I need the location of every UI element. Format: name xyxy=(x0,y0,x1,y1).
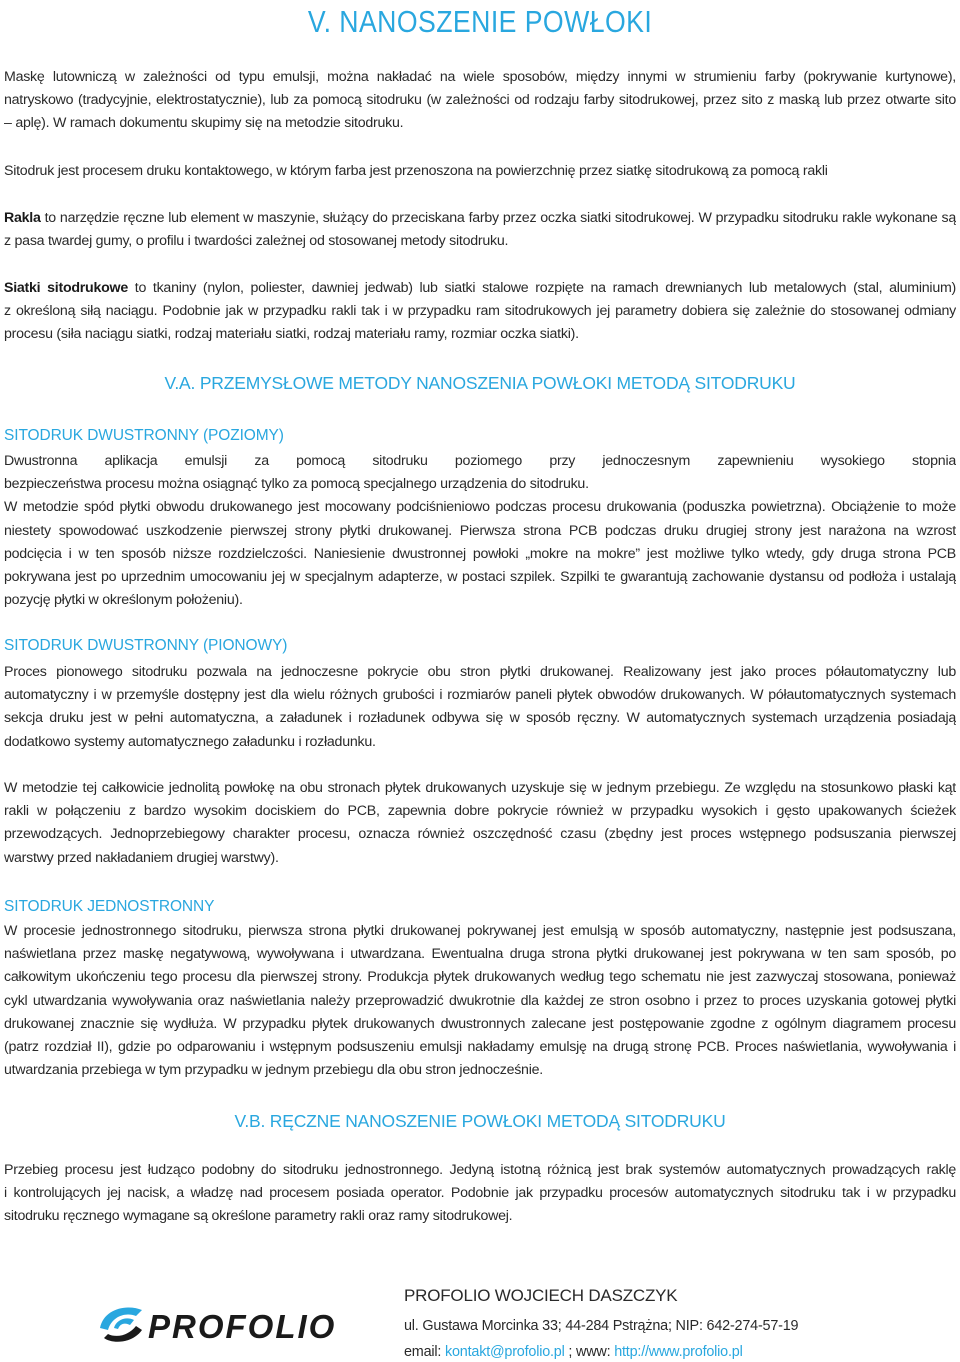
text-line: procesu (siła naciągu siatki, rodzaj materiału siatki, rodzaj materiału ramy, rozmiar oczka siatki). xyxy=(4,326,579,343)
term-rakla: Rakla xyxy=(4,210,41,226)
text-line: Przebieg procesu jest łudząco podobny do sitodruku jednostronnego. Jedyną istotną różnicą jest brak systemów automatycznych prowadzących raklę xyxy=(4,1162,956,1178)
text-line: całkowitym ukończeniu tego procesu dla pierwszej strony. Produkcja płytek drukowanych według tego schematu nie jest zazwyczaj stosowana, ponieważ xyxy=(4,969,956,986)
pionowy-paragraph-2 xyxy=(4,777,956,870)
text-line: naświetlana przez maskę negatywową, wywoływana i utwardzana. Ewentualna druga strona płytki drukowanej jest pokrywana w ten sam sposób, po xyxy=(4,946,956,963)
intro-paragraph xyxy=(4,66,956,136)
text-line: automatyczny i w przemyśle dostępny jest dla wielu różnych grubości i rozmiarów paneli płytek obwodów drukowanych. W półautomatycznych systemach xyxy=(4,687,956,704)
term-siatki: Siatki sitodrukowe xyxy=(4,280,128,296)
text-line: sekcja druku jest w pełni automatyczna, a załadunek i rozładunek odbywa się w sposób ręczny. W automatycznych systemach urządzenia posiadają xyxy=(4,710,956,727)
text-line: przewodzących. Jednoprzebiegowy charakter procesu, oznacza również oszczędność czasu (zbędny jest proces wstępnego podsuszania pierwszej xyxy=(4,826,956,843)
text-line: sitodruku ręcznego wymagane są określone parametry rakli oraz ramy sitodrukowej. xyxy=(4,1208,513,1225)
sub-heading-poziomy: SITODRUK DWUSTRONNY (POZIOMY) xyxy=(4,427,284,444)
sub-heading-jednostronny: SITODRUK JEDNOSTRONNY xyxy=(4,898,215,915)
text-line: pokrywana jest po uprzednim umocowaniu jej w specjalnym adapterze, w postaci szpilek. Szpilki te gwarantują zachowanie dystansu od podłoża i ustalają xyxy=(4,568,956,585)
text-line: Maskę lutowniczą w zależności od typu emulsji, można nakładać na wiele sposobów, między innymi w strumieniu farby (pokrywanie kurtynowe), xyxy=(4,69,956,85)
section-b-paragraph xyxy=(4,1159,956,1229)
text-line: Siatki sitodrukowe to tkaniny (nylon, poliester, dawniej jedwab) lub siatki stalowe rozpięte na ramach drewnianych lub metalowych (stal, aluminium) xyxy=(4,280,956,296)
text-line: Rakla to narzędzie ręczne lub element w maszynie, służący do przeciskana farby przez oczka siatki sitodrukowej. W przypadku sitodruku rakle wykonane są xyxy=(4,210,956,226)
sitodruk-definition xyxy=(4,160,956,183)
text-line: podcięcia i w ten sposób niższe rozdzielczości. Naniesienie dwustronnej powłoki „mokre na mokre” jest możliwe tylko wtedy, gdy druga strona PCB xyxy=(4,545,956,562)
text-line: utwardzania przebiega w tym przypadku w jednym przebiegu dla obu stron jednocześnie. xyxy=(4,1062,543,1079)
logo-mark-icon xyxy=(100,1307,142,1341)
text-line: i kontrolujących jej nacisk, a władzę nad procesem posiada operator. Podobnie jak przypadku procesów automatycznych sitodruku tak i w przypadku xyxy=(4,1185,956,1202)
text-line: W metodzie spód płytki obwodu drukowanego jest mocowany podciśnieniowo podczas procesu drukowania (poduszka powietrzna). Obciążenie to może xyxy=(4,499,956,516)
text-line: Sitodruk jest procesem druku kontaktowego, w którym farba jest przenoszona na powierzchnię przez siatkę sitodrukową za pomocą rakli xyxy=(4,163,828,179)
text-line: Dwustronna aplikacja emulsji za pomocą sitodruku poziomego przy jednoczesnym zapewnieniu wysokiego stopnia xyxy=(4,453,956,469)
jednostronny-paragraph xyxy=(4,920,956,1082)
contact-line: email: kontakt@profolio.pl ; www: http://www.profolio.pl xyxy=(404,1344,743,1360)
section-a-heading: V.A. PRZEMYSŁOWE METODY NANOSZENIA POWŁOKI METODĄ SITODRUKU xyxy=(164,373,796,393)
text-line: W procesie jednostronnego sitodruku, pierwsza strona płytki drukowanej pokrywanej jest emulsją w sposób automatyczny, następnie jest podsuszana, xyxy=(4,923,956,939)
text-line: dodatkowo systemy automatycznego załadunku i rozładunku. xyxy=(4,733,376,750)
text-line: z określoną siłą naciągu. Podobnie jak w przypadku rakli tak i w przypadku ram sitodrukowych jej parametry dobiera się zależnie do stosowanej odmiany xyxy=(4,303,956,320)
company-name: PROFOLIO WOJCIECH DASZCZYK xyxy=(404,1286,678,1305)
profolio-logo xyxy=(98,1298,370,1348)
text-line: pozycję płytki w określonym położeniu). xyxy=(4,592,243,609)
section-b-heading: V.B. RĘCZNE NANOSZENIE POWŁOKI METODĄ SITODRUKU xyxy=(234,1111,726,1131)
text-line: z pasa twardej gumy, o profilu i twardości zależnej od stosowanej metody sitodruku. xyxy=(4,233,509,250)
text-line: niestety spowodować uszkodzenie pierwszej strony płytki drukowanej. Pierwsza strona PCB podczas druku drugiej strony jest narażona na wzrost xyxy=(4,522,956,539)
text-line: – aplę). W ramach dokumentu skupimy się na metodzie sitodruku. xyxy=(4,115,404,132)
pionowy-paragraph-1 xyxy=(4,661,956,754)
svg-text:PROFOLIO: PROFOLIO xyxy=(148,1308,337,1345)
company-address: ul. Gustawa Morcinka 33; 44-284 Pstrążna; NIP: 642-274-57-19 xyxy=(404,1318,799,1334)
text-line: Proces pionowego sitodruku pozwala na jednoczesne pokrycie obu stron płytki drukowanej. Realizowany jest jako proces półautomatyczny lub xyxy=(4,664,956,680)
siatki-paragraph xyxy=(4,277,956,347)
sub-heading-pionowy: SITODRUK DWUSTRONNY (PIONOWY) xyxy=(4,637,288,654)
website-link[interactable]: http://www.profolio.pl xyxy=(614,1344,743,1360)
text-line: W metodzie tej całkowicie jednolitą powłokę na obu stronach płytek drukowanych uzyskuje się w jednym przebiegu. Ze względu na stosunkowo płaski kąt xyxy=(4,780,956,796)
rakla-paragraph xyxy=(4,207,956,253)
text-line: (patrz rozdział II), gdzie po odparowaniu i wstępnym podsuszeniu emulsji nakładamy emulsję na drugą stronę PCB. Proces naświetlania, wywoływania i xyxy=(4,1038,956,1055)
text-line: drukowanej znacznie się wydłuża. W przypadku płytek drukowanych dwustronnych zalecane jest postępowanie zgodne z ogólnym diagramem procesu xyxy=(4,1015,956,1032)
text-line: bezpieczeństwa procesu można osiągnąć tylko za pomocą specjalnego urządzenia do sitodruku. xyxy=(4,476,589,493)
email-link[interactable]: kontakt@profolio.pl xyxy=(445,1344,565,1360)
text-line: natryskowo (tradycyjnie, elektrostatycznie), lub za pomocą sitodruku (w zależności od rodzaju farby sitodrukowej, przez sito z maską lub przez otwarte sito xyxy=(4,92,956,109)
text-line: rakli w połączeniu z bardzo wysokim dociskiem do PCB, zapewnia dobre pokrycie również w przypadku wysokich i gęsto upakowanych ścieżek xyxy=(4,803,956,820)
text-line: cykl utwardzania wywoływania oraz naświetlania należy przeprowadzić dwukrotnie dla każdej ze stron osobno i przez to proces uzyskania gotowej płytki xyxy=(4,992,956,1009)
page-title: V. NANOSZENIE POWŁOKI xyxy=(307,4,653,39)
poziomy-paragraph xyxy=(4,450,956,612)
footer-contact xyxy=(404,1283,944,1362)
text-line: warstwy przed nakładaniem drugiej warstwy). xyxy=(4,849,279,866)
